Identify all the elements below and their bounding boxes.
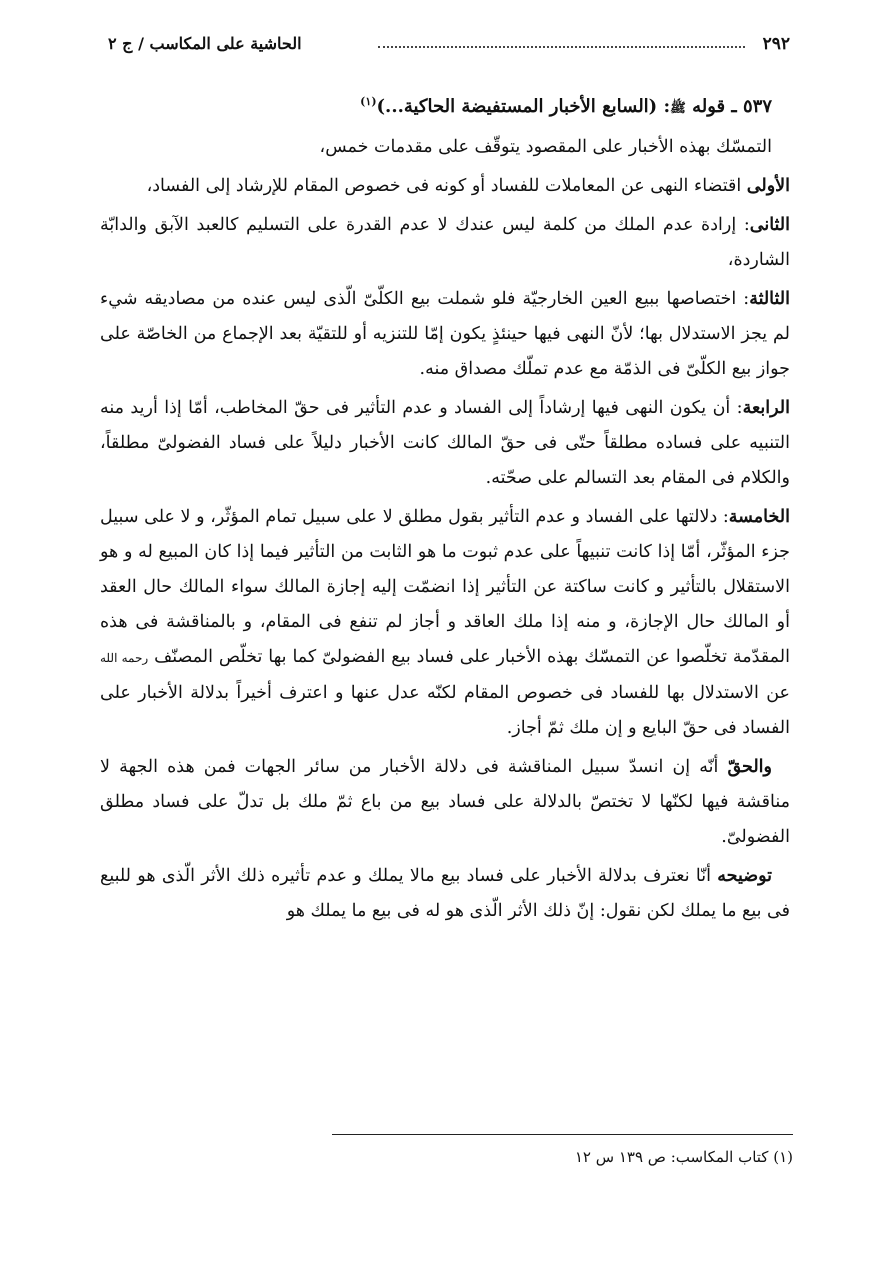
premise-label: الخامسة <box>728 507 790 527</box>
heading-number: ٥٣٧ ـ قوله <box>692 96 772 117</box>
premise-label: الأولى <box>746 176 790 196</box>
premise-label: الثالثة <box>749 289 790 309</box>
premise-second <box>100 208 790 278</box>
page-number: ۲۹۲ <box>762 34 790 54</box>
paragraph-text: اقتضاء النهى عن المعاملات للفساد أو كونه فى خصوص المقام للإرشاد إلى الفساد، <box>146 176 747 196</box>
paragraph-text: : دلالتها على الفساد و عدم التأثير بقول مطلق لا على سبيل تمام المؤثّر، و لا على سبيل جزء المؤثّر، أمّا إذا كانت تنبيهاً على عدم ثبوت ما هو الثابت من التأثير فيما إذا كان المبيع له و هو الاستقلال بالتأثير و كانت ساكتة عن التأثير إذا انضمّت إليه إجازة المالك سواء المالك حال العقد أو المالك حال الإجازة، و منه إذا ملك العاقد و أجاز لم تنفع فى المقام، و بالمناقشة فى هذه المقدّمة تخلّصوا عن التمسّك بهذه الأخبار على فساد بيع الفضولىّ كما بها تخلّص المصنّف <box>100 507 790 667</box>
header-leader-dots <box>378 46 745 48</box>
premise-label: الثانى <box>749 215 790 235</box>
intro-paragraph <box>100 130 790 165</box>
paragraph-text: : أن يكون النهى فيها إرشاداً إلى الفساد و عدم التأثير فى حقّ المخاطب، أمّا إذا أريد منه التنبيه على فساده مطلقاً حتّى فى حقّ المالك كانت الأخبار دليلاً على فساد الفضولىّ مطلقاً، والكلام فى المقام بعد التسالم على صحّته. <box>100 398 790 488</box>
premise-fifth <box>100 500 790 746</box>
header-title: الحاشية على المكاسب / ج ٢ <box>108 34 302 53</box>
honorific-mark: رحمه الله <box>100 651 149 665</box>
premise-fourth <box>100 391 790 496</box>
paragraph-text: أنّه إن انسدّ سبيل المناقشة فى دلالة الأخبار من سائر الجهات فمن هذه الجهة لا مناقشة فيها لكنّها لا تختصّ بالدلالة على فساد بيع من باع ثمّ ملك بل تدلّ على فساد مطلق الفضولىّ. <box>100 757 790 847</box>
footnote-divider <box>332 1134 793 1135</box>
paragraph-lead: توضيحه <box>717 866 772 886</box>
section-heading <box>100 84 790 126</box>
heading-quote: : (السابع الأخبار المستفيضة الحاكية...) <box>376 96 671 117</box>
premise-label: الرابعة <box>742 398 790 418</box>
paragraph-text: : إرادة عدم الملك من كلمة ليس عندك لا عدم القدرة على التسليم كالعبد الآبق والدابّة الشاردة، <box>100 215 790 270</box>
main-text <box>100 84 790 933</box>
honorific-mark: ﷺ <box>670 101 686 116</box>
conclusion-paragraph <box>100 750 790 855</box>
paragraph-text: : اختصاصها ببيع العين الخارجيّة فلو شملت بيع الكلّىّ الّذى ليس عنده من مصاديقه شيء لم يجز الاستدلال بها؛ لأنّ النهى فيها حينئذٍ يكون إمّا للتنزيه أو للتقيّة بعد الإجماع من الخاصّة على جواز بيع الكلّىّ فى الذمّة مع عدم تملّك مصداق منه. <box>100 289 790 379</box>
running-header <box>108 34 790 62</box>
premise-third <box>100 282 790 387</box>
explanation-paragraph <box>100 859 790 929</box>
premise-first <box>100 169 790 204</box>
paragraph-text: عن الاستدلال بها للفساد فى خصوص المقام لكنّه عدل عنها و اعترف أخيراً بدلالة الأخبار على الفساد فى حقّ البايع و إن ملك ثمّ أجاز. <box>100 683 790 738</box>
footnote-ref: (١) <box>360 95 377 108</box>
paragraph-lead: والحقّ <box>727 757 772 777</box>
paragraph-text: التمسّك بهذه الأخبار على المقصود يتوقّف على مقدمات خمس، <box>319 137 772 157</box>
footnote: (١) كتاب المكاسب: ص ١٣٩ س ١٢ <box>574 1148 793 1166</box>
paragraph-text: أنّا نعترف بدلالة الأخبار على فساد بيع مالا يملك و عدم تأثيره ذلك الأثر الّذى هو للبيع فى بيع ما يملك لكن نقول: إنّ ذلك الأثر الّذى هو له فى بيع ما يملك هو <box>100 866 790 921</box>
